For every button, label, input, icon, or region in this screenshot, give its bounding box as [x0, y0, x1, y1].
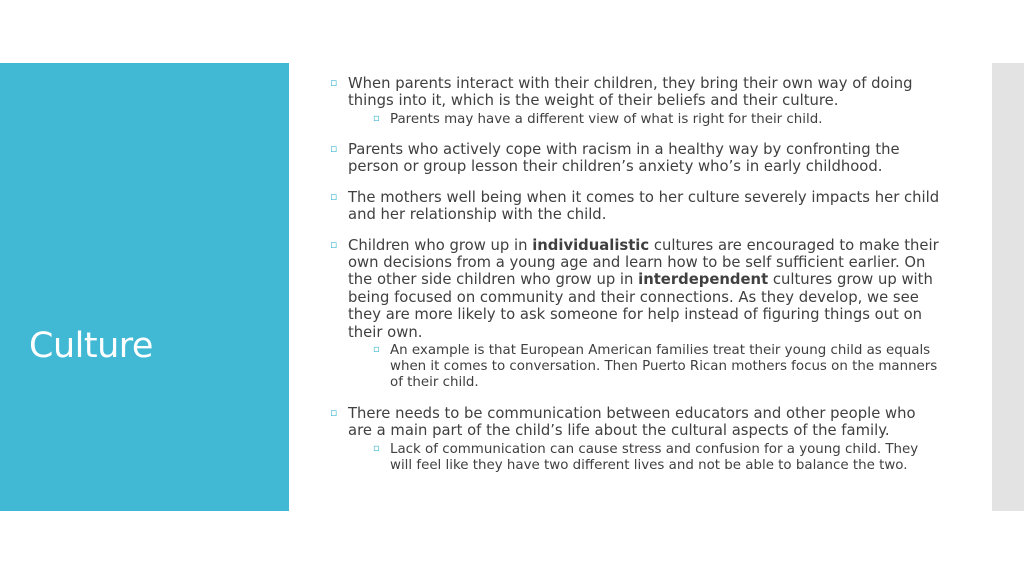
bullet-text: There needs to be communication between educators and other people who are a main part of the child’s life about the cultural aspects of the family. — [348, 404, 916, 440]
bullet-text — [348, 237, 939, 341]
sub-bullet-item — [373, 112, 940, 128]
square-bullet-icon: ▫ — [373, 112, 380, 124]
bullet-text-part: cultures grow up with being focused on community and their connections. As they develop, we see they are more likely to ask someone for help instead of figuring things out on their own. — [348, 271, 933, 341]
sub-bullet-list — [348, 112, 940, 128]
slide-title: Culture — [29, 326, 153, 366]
square-bullet-icon: ▫ — [373, 442, 380, 454]
sub-bullet-item — [373, 442, 940, 474]
bullet-item — [330, 237, 940, 392]
bullet-text: When parents interact with their children, they bring their own way of doing things into it, which is the weight of their beliefs and their culture. — [348, 75, 913, 110]
sub-bullet-text: Lack of communication can cause stress and confusion for a young child. They will feel like they have two different lives and not be able to balance the two. — [390, 441, 919, 473]
bold-term-interdependent: interdependent — [638, 271, 769, 289]
square-bullet-icon: ▫ — [330, 405, 338, 419]
sub-bullet-list — [348, 343, 940, 392]
sub-bullet-item — [373, 343, 940, 392]
bullet-text-part: Children who grow up in — [348, 236, 533, 254]
bullet-text-part: cultures are encouraged to make their own decisions from a young age and learn how to be self sufficient earlier. On the other side children who grow up in — [348, 236, 939, 289]
bullet-text: The mothers well being when it comes to her culture severely impacts her child and her relationship with the child. — [348, 188, 940, 224]
title-panel — [0, 63, 289, 511]
square-bullet-icon: ▫ — [330, 189, 338, 203]
sub-bullet-list — [348, 442, 940, 474]
bullet-item — [330, 189, 940, 224]
bullet-item — [330, 141, 940, 176]
bullet-text: Parents who actively cope with racism in a healthy way by confronting the person or group lesson their children’s anxiety who’s in early childhood. — [348, 141, 900, 176]
square-bullet-icon: ▫ — [330, 76, 338, 89]
decorative-strip — [992, 63, 1024, 511]
sub-bullet-text: Parents may have a different view of what is right for their child. — [390, 111, 823, 127]
bullet-list — [330, 75, 940, 474]
square-bullet-icon: ▫ — [330, 142, 338, 156]
bold-term-individualistic: individualistic — [532, 236, 650, 254]
square-bullet-icon: ▫ — [373, 344, 380, 356]
bullet-item — [330, 75, 940, 128]
bullet-item — [330, 405, 940, 474]
sub-bullet-text: An example is that European American families treat their young child as equals when it comes to conversation. Then Puerto Rican mothers focus on the manners of their child. — [390, 343, 938, 391]
square-bullet-icon: ▫ — [330, 237, 338, 251]
